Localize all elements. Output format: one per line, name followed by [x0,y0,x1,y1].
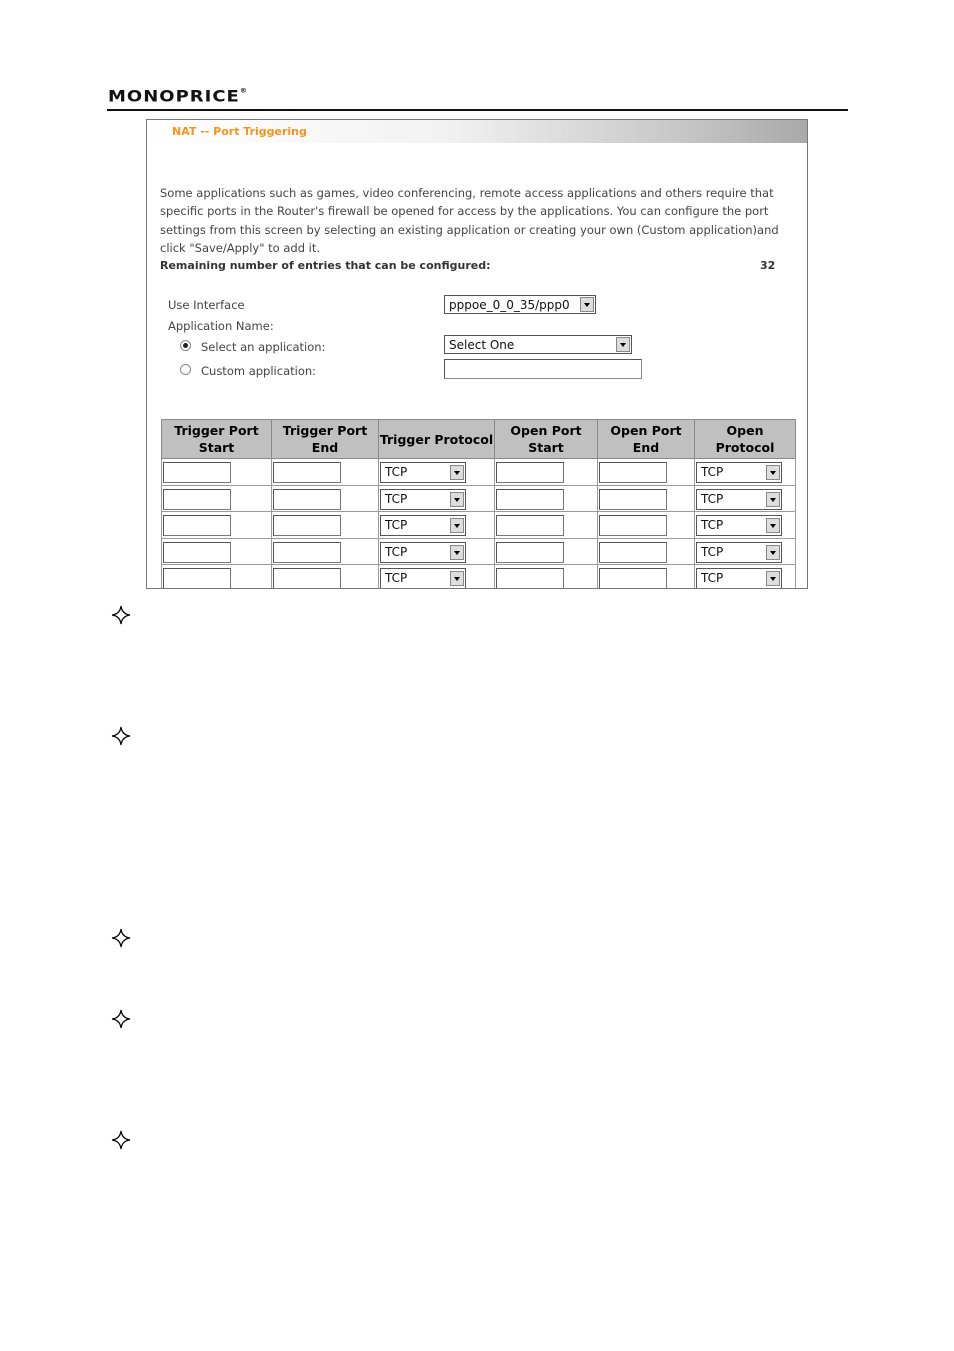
protocol-value: TCP [385,571,408,586]
table-cell [272,512,379,539]
trigger-protocol-select[interactable] [380,462,466,483]
open-port-end-input[interactable] [599,568,667,589]
table-cell [598,459,695,486]
table-cell [162,485,272,512]
trigger-port-start-input[interactable] [163,462,231,483]
monoprice-logo [108,87,248,106]
chevron-down-icon [616,337,630,352]
table-cell [695,512,796,539]
protocol-value: TCP [701,544,724,559]
open-port-end-input[interactable] [599,462,667,483]
table-cell [379,459,495,486]
registered-mark: ® [239,87,248,95]
trigger-port-end-input[interactable] [273,568,341,589]
table-cell [162,512,272,539]
open-port-start-input[interactable] [496,542,564,563]
open-port-start-input[interactable] [496,568,564,589]
chevron-down-icon [766,571,780,586]
table-cell [162,565,272,589]
four-point-star-icon [111,605,131,625]
protocol-value: TCP [701,491,724,506]
trigger-port-start-input[interactable] [163,542,231,563]
logo-text: MONOPRICE [108,87,240,106]
protocol-value: TCP [385,518,408,533]
protocol-value: TCP [701,571,724,586]
open-port-start-input[interactable] [496,462,564,483]
protocol-value: TCP [385,491,408,506]
protocol-value: TCP [701,518,724,533]
table-header-row [162,420,796,459]
table-row [162,459,796,486]
use-interface-value: pppoe_0_0_35/ppp0 [449,298,570,312]
header-open-port-end: Open Port End [598,420,695,459]
remaining-entries-value: 32 [760,259,776,272]
open-protocol-select[interactable] [696,568,782,589]
four-point-star-icon [111,928,131,948]
select-application-dropdown[interactable] [444,335,632,354]
custom-application-radio[interactable] [180,364,191,375]
chevron-down-icon [766,465,780,480]
trigger-port-end-input[interactable] [273,462,341,483]
table-cell [598,485,695,512]
four-point-star-icon [111,1009,131,1029]
table-cell [495,538,598,565]
table-cell [695,565,796,589]
header-rule [107,109,848,111]
table-cell [598,565,695,589]
table-cell [379,485,495,512]
trigger-protocol-select[interactable] [380,489,466,510]
remaining-entries-label: Remaining number of entries that can be configured: [160,259,491,272]
application-name-label: Application Name: [168,319,274,333]
chevron-down-icon [450,492,464,507]
chevron-down-icon [450,545,464,560]
table-cell [272,485,379,512]
open-port-end-input[interactable] [599,515,667,536]
open-protocol-select[interactable] [696,462,782,483]
header-open-port-start: Open Port Start [495,420,598,459]
table-row [162,538,796,565]
chevron-down-icon [580,297,594,312]
select-application-label: Select an application: [201,340,326,354]
table-cell [495,485,598,512]
trigger-port-start-input[interactable] [163,489,231,510]
trigger-port-start-input[interactable] [163,515,231,536]
table-cell [272,565,379,589]
chevron-down-icon [450,465,464,480]
table-cell [695,538,796,565]
table-cell [379,538,495,565]
four-point-star-icon [111,1130,131,1150]
open-port-start-input[interactable] [496,489,564,510]
panel-titlebar [147,120,807,143]
trigger-port-end-input[interactable] [273,515,341,536]
four-point-star-icon [111,726,131,746]
open-port-start-input[interactable] [496,515,564,536]
table-cell [495,512,598,539]
table-row [162,512,796,539]
open-protocol-select[interactable] [696,542,782,563]
table-cell [162,459,272,486]
protocol-value: TCP [385,465,408,479]
table-cell [379,565,495,589]
open-protocol-select[interactable] [696,515,782,536]
use-interface-select[interactable] [444,295,596,314]
table-cell [495,565,598,589]
chevron-down-icon [450,518,464,533]
open-port-end-input[interactable] [599,542,667,563]
table-row [162,565,796,589]
select-application-value: Select One [449,338,515,352]
chevron-down-icon [766,545,780,560]
protocol-value: TCP [385,544,408,559]
header-trigger-port-start: Trigger Port Start [162,420,272,459]
select-application-radio[interactable] [180,340,191,351]
trigger-port-start-input[interactable] [163,568,231,589]
header-trigger-protocol: Trigger Protocol [379,420,495,459]
port-trigger-table [161,419,796,589]
header-trigger-port-end: Trigger Port End [272,420,379,459]
table-row [162,485,796,512]
table-cell [272,538,379,565]
panel-title: NAT -- Port Triggering [172,125,307,138]
open-protocol-select[interactable] [696,489,782,510]
protocol-value: TCP [701,465,724,479]
trigger-port-end-input[interactable] [273,489,341,510]
table-cell [162,538,272,565]
header-open-protocol: Open Protocol [695,420,796,459]
chevron-down-icon [450,571,464,586]
table-cell [272,459,379,486]
table-cell [695,485,796,512]
panel-description: Some applications such as games, video conferencing, remote access applications and others require that specific ports in the Router's firewall be opened for access by the applications. You can configure the port settings from this screen by selecting an existing application or creating your own (Custom application)and click "Save/Apply" to add it. [160,186,779,255]
table-cell [598,538,695,565]
trigger-protocol-select[interactable] [380,542,466,563]
trigger-port-end-input[interactable] [273,542,341,563]
custom-application-input[interactable] [444,359,642,379]
table-cell [695,459,796,486]
open-port-end-input[interactable] [599,489,667,510]
port-triggering-panel [146,119,808,589]
table-cell [495,459,598,486]
use-interface-label: Use Interface [168,298,245,312]
chevron-down-icon [766,492,780,507]
table-cell [379,512,495,539]
trigger-protocol-select[interactable] [380,515,466,536]
custom-application-label: Custom application: [201,364,317,378]
chevron-down-icon [766,518,780,533]
table-cell [598,512,695,539]
trigger-protocol-select[interactable] [380,568,466,589]
